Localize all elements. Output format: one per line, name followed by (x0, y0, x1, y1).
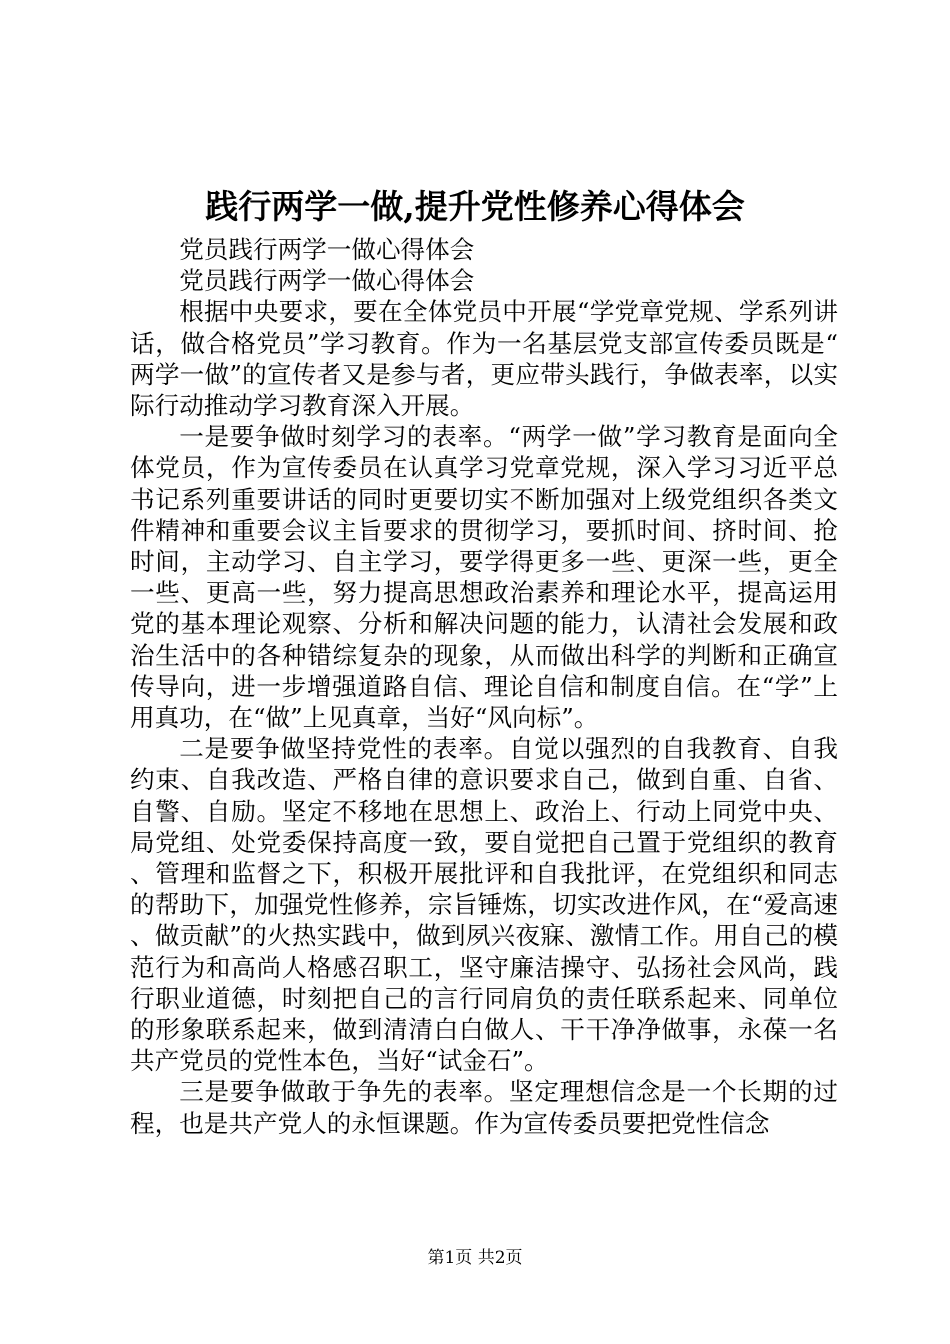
body-paragraph: 根据中央要求，要在全体党员中开展“学党章党规、学系列讲话，做合格党员”学习教育。作为一名基层党支部宣传委员既是“两学一做”的宣传者又是参与者，更应带头践行，争做表率，以实际行动推动学习教育深入开展。 (130, 297, 838, 421)
subtitle-line: 党员践行两学一做心得体会 (179, 266, 475, 296)
body-paragraph: 二是要争做坚持党性的表率。自觉以强烈的自我教育、自我约束、自我改造、严格自律的意识要求自己，做到自重、自省、自警、自励。坚定不移地在思想上、政治上、行动上同党中央、局党组、处党委保持高度一致，要自觉把自己置于党组织的教育、管理和监督之下，积极开展批评和自我批评，在党组织和同志的帮助下，加强党性修养，宗旨锤炼，切实改进作风，在“爱高速、做贡献”的火热实践中，做到夙兴夜寐、激情工作。用自己的模范行为和高尚人格感召职工，坚守廉洁操守、弘扬社会风尚，践行职业道德，时刻把自己的言行同肩负的责任联系起来、同单位的形象联系起来，做到清清白白做人、干干净净做事，永葆一名共产党员的党性本色，当好“试金石”。 (130, 734, 838, 1076)
body-paragraph: 三是要争做敢于争先的表率。坚定理想信念是一个长期的过程，也是共产党人的永恒课题。作为宣传委员要把党性信念 (130, 1077, 838, 1138)
page-footer: 第1页 共2页 (427, 1248, 523, 1268)
document-body (130, 234, 838, 1139)
document-title: 践行两学一做,提升党性修养心得体会 (205, 187, 745, 226)
body-paragraph: 一是要争做时刻学习的表率。“两学一做”学习教育是面向全体党员，作为宣传委员在认真学习党章党规，深入学习习近平总书记系列重要讲话的同时更要切实不断加强对上级党组织各类文件精神和重要会议主旨要求的贯彻学习，要抓时间、挤时间、抢时间，主动学习、自主学习，要学得更多一些、更深一些，更全一些、更高一些，努力提高思想政治素养和理论水平，提高运用党的基本理论观察、分析和解决问题的能力，认清社会发展和政治生活中的各种错综复杂的现象，从而做出科学的判断和正确宣传导向，进一步增强道路自信、理论自信和制度自信。在“学”上用真功，在“做”上见真章，当好“风向标”。 (130, 422, 838, 733)
subtitle-line: 党员践行两学一做心得体会 (179, 235, 475, 264)
